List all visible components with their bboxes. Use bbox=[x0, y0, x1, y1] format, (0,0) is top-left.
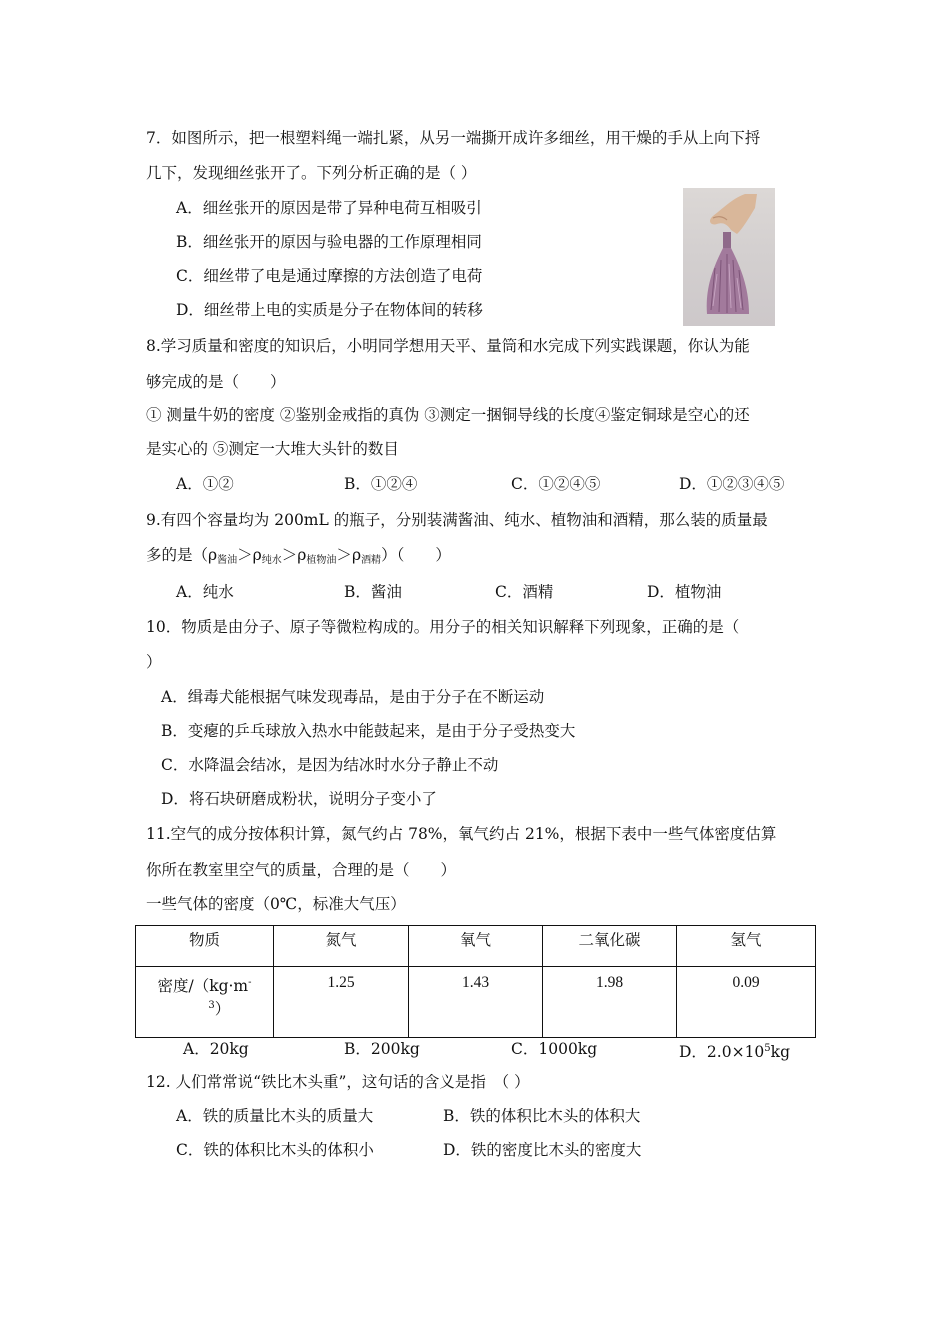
q11-option-d bbox=[679, 1039, 790, 1062]
q11-option-d-prefix: D．2.0×10 bbox=[679, 1043, 765, 1061]
row-label-superscript: - bbox=[248, 977, 252, 988]
rho-symbol: ρ bbox=[208, 546, 218, 564]
q7-option-c: C．细丝带了电是通过摩擦的方法创造了电荷 bbox=[176, 267, 483, 285]
q8-items-line2: 是实心的 ⑤测定一大堆大头针的数目 bbox=[146, 440, 399, 458]
q10-option-a: A．缉毒犬能根据气味发现毒品，是由于分子在不断运动 bbox=[161, 688, 545, 706]
q10-stem-line2: ） bbox=[146, 653, 162, 671]
q8-option-a: A．①② bbox=[176, 475, 234, 493]
q12-option-b: B．铁的体积比木头的体积大 bbox=[443, 1107, 641, 1125]
table-header-cell: 二氧化碳 bbox=[543, 926, 677, 967]
q11-option-a: A．20kg bbox=[183, 1040, 249, 1058]
rho-subscript-pure-water: 纯水 bbox=[261, 555, 282, 566]
q8-option-c: C．①②④⑤ bbox=[511, 475, 601, 493]
q7-option-b: B．细丝张开的原因与验电器的工作原理相同 bbox=[176, 233, 482, 251]
rho-subscript-vegetable-oil: 植物油 bbox=[306, 555, 337, 566]
q11-option-d-unit: kg bbox=[770, 1043, 790, 1061]
q11-stem-line1: 11.空气的成分按体积计算，氮气约占 78%，氧气约占 21%，根据下表中一些气体密度估算 bbox=[146, 825, 777, 843]
q10-option-b: B．变瘪的乒乓球放入热水中能鼓起来，是由于分子受热变大 bbox=[161, 722, 576, 740]
q9-stem-line2 bbox=[146, 545, 451, 571]
q8-stem-line2: 够完成的是（ ） bbox=[146, 373, 286, 391]
q7-option-d: D．细丝带上电的实质是分子在物体间的转移 bbox=[176, 301, 483, 319]
q10-option-d: D．将石块研磨成粉状，说明分子变小了 bbox=[161, 790, 437, 808]
q9-prefix: 多的是（ bbox=[146, 546, 209, 564]
q11-stem-line2: 你所在教室里空气的质量，合理的是（ ） bbox=[146, 861, 457, 879]
greater-than: ＞ bbox=[237, 546, 253, 564]
table-header-cell: 物质 bbox=[136, 926, 274, 967]
table-header-row bbox=[136, 926, 816, 967]
greater-than: ＞ bbox=[336, 546, 352, 564]
q11-option-c: C．1000kg bbox=[511, 1040, 598, 1058]
q10-option-c: C．水降温会结冰，是因为结冰时水分子静止不动 bbox=[161, 756, 499, 774]
q9-option-a: A．纯水 bbox=[176, 583, 234, 601]
table-header-cell: 氮气 bbox=[274, 926, 409, 967]
table-header-cell: 氢气 bbox=[677, 926, 816, 967]
tassel-illustration bbox=[683, 188, 775, 326]
rho-subscript-soy-sauce: 酱油 bbox=[217, 555, 238, 566]
q12-option-a: A．铁的质量比木头的质量大 bbox=[176, 1107, 374, 1125]
table-header-cell: 氧气 bbox=[409, 926, 543, 967]
q7-option-a: A．细丝张开的原因是带了异种电荷互相吸引 bbox=[176, 199, 482, 217]
q9-stem-line1: 9.有四个容量均为 200mL 的瓶子，分别装满酱油、纯水、植物油和酒精，那么装的质量最 bbox=[146, 511, 768, 529]
tassel-photo bbox=[683, 188, 775, 326]
q12-stem: 12. 人们常常说“铁比木头重”，这句话的含义是指 （ ） bbox=[146, 1073, 530, 1091]
q7-stem-line2: 几下，发现细丝张开了。下列分析正确的是（ ） bbox=[146, 164, 477, 182]
q10-stem-line1: 10．物质是由分子、原子等微粒构成的。用分子的相关知识解释下列现象，正确的是（ bbox=[146, 618, 740, 636]
row-label-text: 密度/（kg·m bbox=[157, 977, 249, 995]
q11-option-b: B．200kg bbox=[344, 1040, 420, 1058]
gas-density-table bbox=[135, 925, 816, 1038]
q9-option-b: B．酱油 bbox=[344, 583, 402, 601]
q11-table-caption: 一些气体的密度（0℃，标准大气压） bbox=[146, 895, 406, 913]
q8-option-b: B．①②④ bbox=[344, 475, 418, 493]
table-cell: 1.43 bbox=[409, 967, 543, 1038]
q9-suffix: ）（ ） bbox=[381, 546, 451, 564]
q11-option-d-exponent: 5 bbox=[764, 1043, 771, 1054]
rho-subscript-alcohol: 酒精 bbox=[361, 555, 382, 566]
table-cell: 0.09 bbox=[677, 967, 816, 1038]
q8-items-line1: ① 测量牛奶的密度 ②鉴别金戒指的真伪 ③测定一捆铜导线的长度④鉴定铜球是空心的还 bbox=[146, 406, 750, 424]
rho-symbol: ρ bbox=[252, 546, 262, 564]
row-label-exponent: 3 bbox=[208, 1000, 215, 1011]
q8-option-d: D．①②③④⑤ bbox=[679, 475, 785, 493]
table-cell: 1.98 bbox=[543, 967, 677, 1038]
rho-symbol: ρ bbox=[297, 546, 307, 564]
table-cell: 1.25 bbox=[274, 967, 409, 1038]
q12-option-c: C．铁的体积比木头的体积小 bbox=[176, 1141, 374, 1159]
greater-than: ＞ bbox=[281, 546, 298, 564]
q9-option-d: D．植物油 bbox=[647, 583, 722, 601]
q7-stem-line1: 7．如图所示，把一根塑料绳一端扎紧，从另一端撕开成许多细丝，用干燥的手从上向下捋 bbox=[146, 129, 761, 147]
q12-option-d: D．铁的密度比木头的密度大 bbox=[443, 1141, 642, 1159]
table-row-label bbox=[136, 967, 274, 1038]
rho-symbol: ρ bbox=[351, 546, 362, 564]
q8-stem-line1: 8.学习质量和密度的知识后，小明同学想用天平、量筒和水完成下列实践课题，你认为能 bbox=[146, 337, 750, 355]
row-label-close: ） bbox=[214, 1000, 231, 1018]
table-row bbox=[136, 967, 816, 1038]
q9-option-c: C．酒精 bbox=[495, 583, 554, 601]
